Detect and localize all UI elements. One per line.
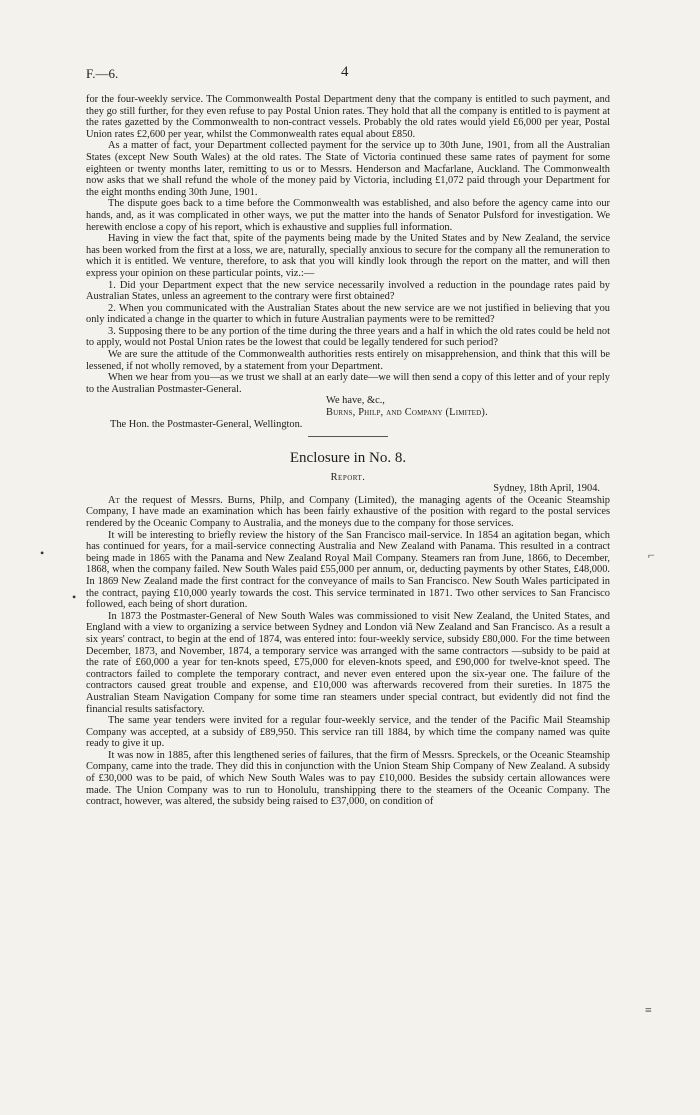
page-body: [86, 94, 610, 808]
question-2: 2. When you communicated with the Australian States about the new service are we not justified in believing that you only indicated a change in the quarter to which in future Australian payments were to be remitted?: [86, 302, 610, 326]
letter-paragraph: As a matter of fact, your Department collected payment for the service up to 30th June, 1901, from all the Australian States (except New South Wales) at the old rates. The State of Victoria continued these same rates of payment for some eighteen or twenty months later, remitting to us or to Messrs. Henderson and Macfarlane, Auckland. The Commonwealth now asks that we shall refund the whole of the money paid by Victoria, including £1,072 paid through your Department for the eight months ending 30th June, 1901.: [86, 140, 610, 198]
letter-paragraph: We are sure the attitude of the Commonwealth authorities rests entirely on misapprehension, and think that this will be lessened, if not wholly removed, by a statement from your Department.: [86, 349, 610, 372]
margin-mark: •: [72, 590, 77, 604]
letter-paragraph: for the four-weekly service. The Commonwealth Postal Department deny that the company is entitled to such payment, and they go still further, for they even refuse to pay Postal Union rates. They hold that all the company is entitled to is payment at the rates gazetted by the Commonwealth to non-contract vessels. Probably the old rates would yield £6,000 per year, Postal Union rates £2,600 per year, whilst the Commonwealth rates equal about £850.: [86, 94, 610, 140]
question-1: 1. Did your Department expect that the new service necessarily involved a reduction in the poundage rates paid by Australian States, unless an agreement to the contrary were first obtained?: [86, 279, 610, 303]
letter-addressee: The Hon. the Postmaster-General, Wellington.: [110, 418, 303, 430]
section-divider: [308, 436, 388, 437]
report-paragraph: [86, 495, 610, 530]
letter-paragraph: The dispute goes back to a time before the Commonwealth was established, and also before the agency came into our hands, and, as it was complicated in other ways, we put the matter into the hands of Senator Pulsford for investigation. We herewith enclose a copy of his report, which is exhaustive and supplies full information.: [86, 198, 610, 233]
margin-mark: ≡: [645, 1003, 652, 1017]
report-paragraph: In 1873 the Postmaster-General of New South Wales was commissioned to visit New Zealand, the United States, and England with a view to organizing a service between Sydney and London viâ New Zealand and San Francisco. As a result a six years' contract, to begin at the end of 1874, was entered into: four-weekly service, subsidy £80,000. For the time between December, 1873, and November, 1874, a temporary service was arranged with the same contractors —subsidy to be paid at the rate of £60,000 a year for ten-knots speed, £75,000 for eleven-knots speed, and £90,000 for twelve-knot speed. The contractors failed to complete the temporary contract, and never even entered upon the six-year one. The failure of the contractors caused great trouble and expense, and £10,000 was afterwards recovered from their sureties. In 1875 the Australian Steam Navigation Company for some time ran steamers under special contract, but evidently did not find the financial results satisfactory.: [86, 610, 610, 715]
report-paragraph-text: the request of Messrs. Burns, Philp, and Company (Limited), the managing agents of the Oceanic Steamship Company, I have made an examination which has been fairly exhaustive of the position with regard to the postal services rendered by the Oceanic Company to Australia, and the moneys due to the company for those services.: [86, 494, 610, 529]
margin-mark: •: [40, 546, 45, 560]
report-paragraph: The same year tenders were invited for a regular four-weekly service, and the tender of the Pacific Mail Steamship Company was accepted, at a subsidy of £89,950. This service ran till 1884, by which time the company named was quite ready to give it up.: [86, 715, 610, 750]
report-dateline: Sydney, 18th April, 1904.: [493, 483, 600, 495]
letter-paragraph: When we hear from you—as we trust we shall at an early date—we will then send a copy of this letter and of your reply to the Australian Postmaster-General.: [86, 372, 610, 395]
report-paragraph: It was now in 1885, after this lengthened series of failures, that the firm of Messrs. Spreckels, or the Oceanic Steamship Company, came into the trade. They did this in conjunction with the Union Steam Ship Company of New Zealand. A subsidy of £30,000 was to be paid, of which New South Wales was to pay £10,000. Besides the subsidy certain allowances were made. The Union Company was to run to Honolulu, transhipping there to the steamers of the Oceanic Company. The contract, however, was altered, the subsidy being raised to £37,000, on condition of: [86, 749, 610, 808]
enclosure-title: Enclosure in No. 8.: [289, 450, 407, 467]
letter: [86, 94, 610, 430]
report-heading: Report.: [330, 472, 366, 484]
enclosure: [86, 450, 610, 808]
letter-paragraph: Having in view the fact that, spite of the payments being made by the United States and by New Zealand, the service has been worked from the first at a loss, we are, naturally, specially anxious to secure for the company all the remuneration to which it is entitled. We venture, therefore, to ask that you will kindly look through the report on the matter, and will then express your opinion on these particular points, viz.:—: [86, 233, 610, 279]
document-reference: F.—6.: [86, 66, 119, 81]
margin-mark: ⌐: [648, 548, 655, 562]
report-paragraph: It will be interesting to briefly review the history of the San Francisco mail-service. In 1854 an agitation began, which has continued for years, for a mail-service connecting Australia and New Zealand with Panama. This resulted in a contract being made in 1865 with the Panama and New Zealand Royal Mail Company. Steamers ran from June, 1866, to December, 1868, when the company failed. New South Wales paid £55,000 per annum, or, deducting payments by other States, £48,000. In 1869 New Zealand made the first contract for the conveyance of mails to San Francisco. New South Wales participated in the contract, paying £10,000 yearly towards the cost. This service terminated in 1871. Two other services to San Francisco followed, each being of short duration.: [86, 529, 610, 611]
question-3: 3. Supposing there to be any portion of the time during the three years and a half in which the old rates could be held not to apply, would not Postal Union rates be the lowest that could be legally tendered for such period?: [86, 325, 610, 349]
letter-signature: Burns, Philp, and Company (Limited).: [326, 407, 488, 419]
letter-closing: We have, &c.,: [326, 395, 385, 407]
page-number: 4: [341, 64, 349, 80]
page-header: [86, 66, 610, 86]
report-lead-word: At: [108, 494, 120, 506]
